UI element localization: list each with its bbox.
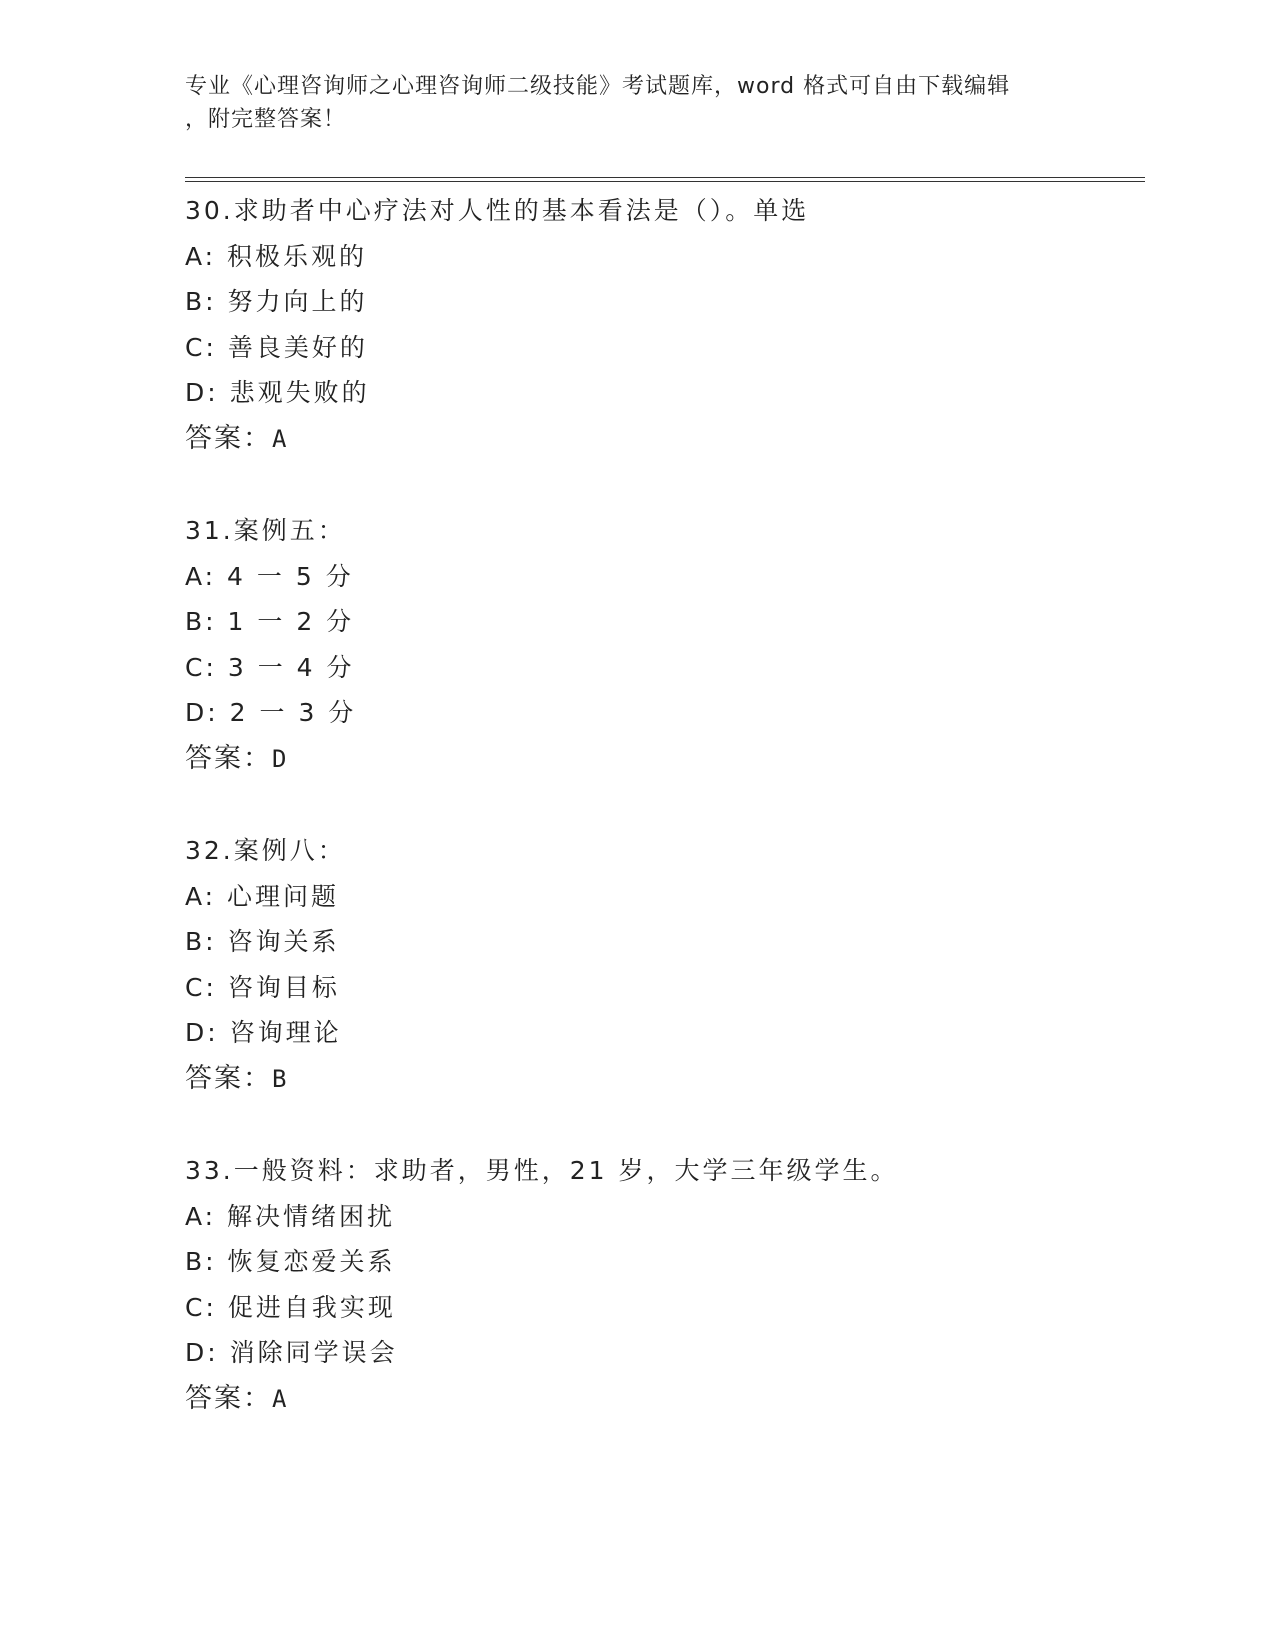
option-text: 悲观失败的 <box>229 378 370 407</box>
option-label: D: <box>185 1018 219 1047</box>
option-a <box>185 874 1145 920</box>
option-label: B: <box>185 1247 217 1276</box>
option-text: 善良美好的 <box>227 332 368 362</box>
answer-value: A <box>272 1384 287 1413</box>
question-list <box>185 188 1145 1468</box>
option-b <box>185 279 1145 325</box>
option-text: 心理问题 <box>227 881 340 911</box>
option-text: 解决情绪困扰 <box>227 1201 396 1231</box>
header-divider-bottom <box>185 181 1145 182</box>
answer-label: 答案： <box>185 422 272 454</box>
answer-line <box>185 416 1145 462</box>
question-33 <box>185 1148 1145 1468</box>
option-text: 3 一 4 分 <box>227 652 355 682</box>
header-divider-top <box>185 177 1145 178</box>
option-label: A: <box>185 881 217 911</box>
question-32 <box>185 828 1145 1148</box>
option-a <box>185 1194 1145 1240</box>
option-text: 咨询关系 <box>227 927 340 956</box>
option-label: B: <box>185 607 217 636</box>
option-text: 积极乐观的 <box>227 241 368 271</box>
answer-label: 答案： <box>185 1062 272 1094</box>
option-d <box>185 1330 1145 1376</box>
option-c <box>185 325 1145 371</box>
option-b <box>185 1239 1145 1285</box>
answer-line <box>185 736 1145 782</box>
question-30 <box>185 188 1145 508</box>
option-text: 努力向上的 <box>227 287 368 316</box>
option-b <box>185 919 1145 965</box>
answer-label: 答案： <box>185 1382 272 1414</box>
option-text: 4 一 5 分 <box>227 561 354 591</box>
question-stem: 32.案例八： <box>185 836 346 865</box>
option-a <box>185 234 1145 280</box>
option-text: 2 一 3 分 <box>229 698 357 727</box>
option-label: C: <box>185 332 217 362</box>
answer-line <box>185 1056 1145 1102</box>
question-stem: 31.案例五： <box>185 516 346 545</box>
question-stem: 30.求助者中心疗法对人性的基本看法是（）。单选 <box>185 196 810 225</box>
option-a <box>185 554 1145 600</box>
option-text: 消除同学误会 <box>229 1338 398 1367</box>
answer-value: A <box>272 424 287 453</box>
option-label: B: <box>185 287 217 316</box>
option-d <box>185 690 1145 736</box>
question-stem: 33.一般资料：求助者，男性，21 岁，大学三年级学生。 <box>185 1156 899 1185</box>
option-label: C: <box>185 1292 217 1322</box>
answer-line <box>185 1376 1145 1422</box>
header-line-1: 专业《心理咨询师之心理咨询师二级技能》考试题库，word 格式可自由下载编辑 <box>185 74 1011 99</box>
option-label: D: <box>185 1338 219 1367</box>
option-text: 1 一 2 分 <box>227 607 355 636</box>
answer-label: 答案： <box>185 742 272 774</box>
option-text: 恢复恋爱关系 <box>227 1247 396 1276</box>
option-c <box>185 645 1145 691</box>
option-label: B: <box>185 927 217 956</box>
option-c <box>185 1285 1145 1331</box>
option-text: 咨询目标 <box>227 972 340 1002</box>
option-label: D: <box>185 698 219 727</box>
answer-value: D <box>272 744 287 773</box>
option-label: C: <box>185 652 217 682</box>
document-header <box>185 70 1065 136</box>
option-text: 促进自我实现 <box>227 1292 396 1322</box>
answer-value: B <box>272 1064 287 1093</box>
option-c <box>185 965 1145 1011</box>
option-d <box>185 370 1145 416</box>
option-label: C: <box>185 972 217 1002</box>
option-label: A: <box>185 241 217 271</box>
option-text: 咨询理论 <box>229 1018 342 1047</box>
question-31 <box>185 508 1145 828</box>
option-label: A: <box>185 1201 217 1231</box>
option-d <box>185 1010 1145 1056</box>
option-b <box>185 599 1145 645</box>
header-line-2: ，附完整答案！ <box>185 107 347 132</box>
option-label: D: <box>185 378 219 407</box>
option-label: A: <box>185 561 217 591</box>
